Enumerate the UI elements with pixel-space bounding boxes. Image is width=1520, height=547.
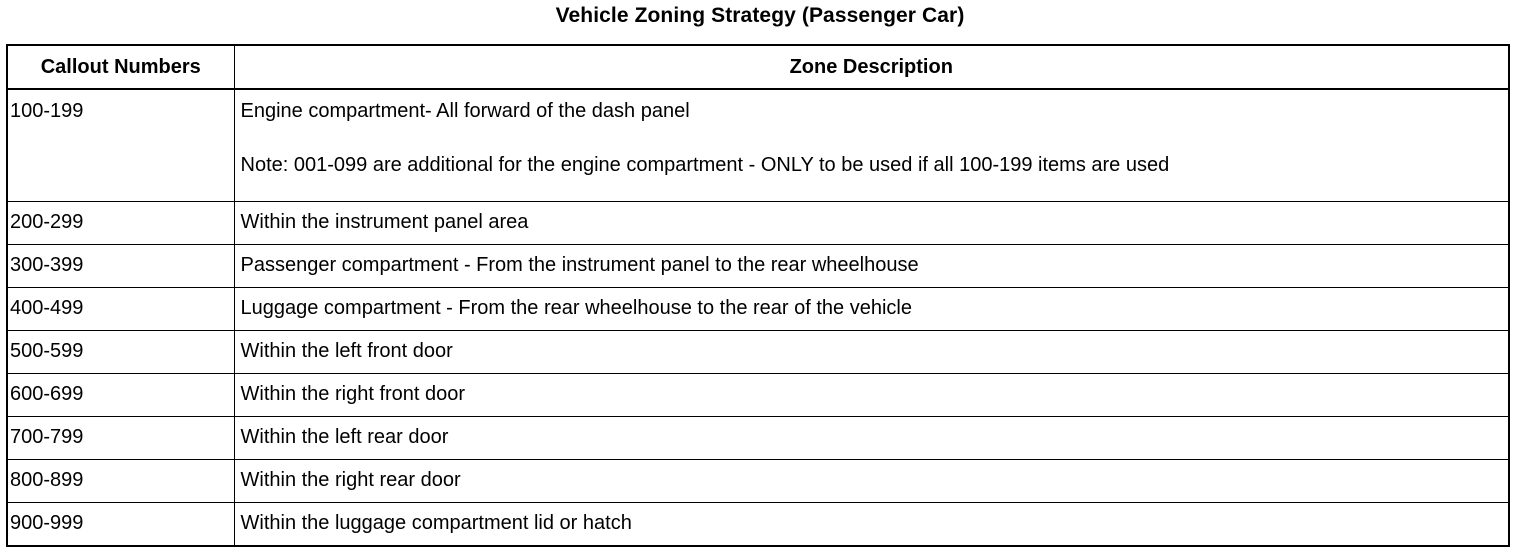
- callout-cell: 500-599: [7, 331, 234, 374]
- callout-cell: 100-199: [7, 89, 234, 202]
- callout-cell: 900-999: [7, 503, 234, 547]
- table-row: [7, 460, 1509, 503]
- description-text: Engine compartment- All forward of the dash panel: [240, 100, 690, 122]
- callout-cell: 700-799: [7, 417, 234, 460]
- callout-cell: 600-699: [7, 374, 234, 417]
- callout-cell: 400-499: [7, 288, 234, 331]
- description-cell: Within the left rear door: [234, 417, 1509, 460]
- description-cell: Within the left front door: [234, 331, 1509, 374]
- table-row: [7, 245, 1509, 288]
- description-cell: [234, 89, 1509, 202]
- table-header-row: [7, 45, 1509, 89]
- callout-cell: 800-899: [7, 460, 234, 503]
- description-cell: Within the right front door: [234, 374, 1509, 417]
- table-row: [7, 503, 1509, 547]
- table-row: [7, 417, 1509, 460]
- description-note: Note: 001-099 are additional for the engine compartment - ONLY to be used if all 100-199 items are used: [240, 154, 1170, 176]
- description-cell: Luggage compartment - From the rear wheelhouse to the rear of the vehicle: [234, 288, 1509, 331]
- description-cell: Within the instrument panel area: [234, 202, 1509, 245]
- column-header-zone-description: Zone Description: [234, 45, 1509, 89]
- table-row: [7, 331, 1509, 374]
- description-cell: Passenger compartment - From the instrument panel to the rear wheelhouse: [234, 245, 1509, 288]
- document-title: Vehicle Zoning Strategy (Passenger Car): [555, 4, 965, 27]
- column-header-callout-numbers: Callout Numbers: [7, 45, 234, 89]
- zoning-table: [6, 44, 1510, 547]
- callout-cell: 300-399: [7, 245, 234, 288]
- table-row: [7, 89, 1509, 202]
- table-row: [7, 202, 1509, 245]
- table-row: [7, 374, 1509, 417]
- callout-cell: 200-299: [7, 202, 234, 245]
- table-row: [7, 288, 1509, 331]
- description-cell: Within the luggage compartment lid or hatch: [234, 503, 1509, 547]
- description-cell: Within the right rear door: [234, 460, 1509, 503]
